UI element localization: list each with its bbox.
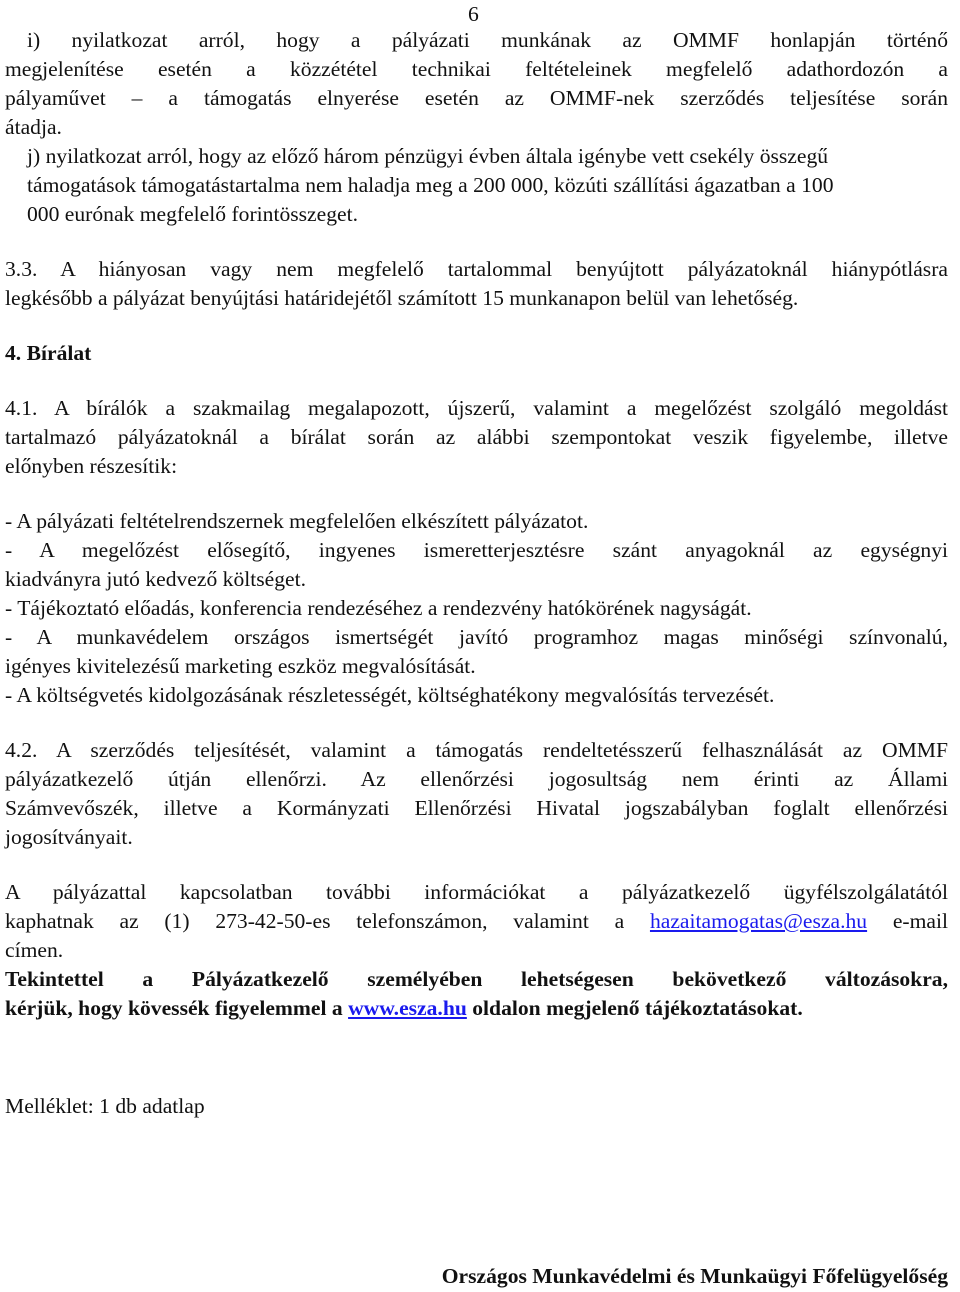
contact-line-3: címen. bbox=[5, 938, 64, 962]
website-link[interactable]: www.esza.hu bbox=[348, 996, 467, 1020]
criteria-item-2-line-1: - A megelőzést elősegítő, ingyenes ismeretterjesztésre szánt anyagoknál az egységnyi bbox=[5, 538, 948, 562]
page-body bbox=[5, 26, 948, 1121]
section-4-1-line-1: 4.1. A bírálók a szakmailag megalapozott, újszerű, valamint a megelőzést szolgáló megoldást bbox=[5, 396, 948, 420]
item-i-line-3: pályaművet – a támogatás elnyerése esetén az OMMF-nek szerződés teljesítése során bbox=[5, 86, 948, 110]
criteria-item-1: - A pályázati feltételrendszernek megfelelően elkészített pályázatot. bbox=[5, 509, 589, 533]
section-3-3-line-1: 3.3. A hiányosan vagy nem megfelelő tartalommal benyújtott pályázatoknál hiánypótlásra bbox=[5, 257, 948, 281]
notice-line-1: Tekintettel a Pályázatkezelő személyében lehetségesen bekövetkező változásokra, bbox=[5, 967, 948, 991]
notice-paragraph bbox=[5, 965, 948, 1023]
contact-line-2-end: e-mail bbox=[867, 909, 949, 933]
section-4-1-line-2: tartalmazó pályázatoknál a bírálat során az alábbi szempontokat veszik figyelembe, illetve bbox=[5, 425, 948, 449]
section-4-2-line-4: jogosítványait. bbox=[5, 825, 133, 849]
section-4-1-line-3: előnyben részesítik: bbox=[5, 454, 178, 478]
contact-line-2 bbox=[5, 907, 948, 936]
criteria-list bbox=[5, 507, 948, 710]
item-j-line-2: támogatások támogatástartalma nem haladja meg a 200 000, közúti szállítási ágazatban a 100 bbox=[27, 173, 834, 197]
criteria-item-5: - A költségvetés kidolgozásának részletességét, költséghatékony megvalósítás tervezését. bbox=[5, 683, 775, 707]
criteria-item-4-line-2: igényes kivitelezésű marketing eszköz megvalósítását. bbox=[5, 654, 476, 678]
criteria-item-3: - Tájékoztató előadás, konferencia rendezéséhez a rendezvény hatókörének nagyságát. bbox=[5, 596, 752, 620]
section-4-2-line-1: 4.2. A szerződés teljesítését, valamint a támogatás rendeltetésszerű felhasználását az OMMF bbox=[5, 738, 948, 762]
item-i bbox=[5, 26, 948, 142]
footer-organization: Országos Munkavédelmi és Munkaügyi Főfelügyelőség bbox=[441, 1264, 948, 1288]
section-3-3 bbox=[5, 255, 948, 313]
contact-line-1: A pályázattal kapcsolatban további információkat a pályázatkezelő ügyfélszolgálatától bbox=[5, 880, 948, 904]
notice-line-2-end: oldalon megjelenő tájékoztatásokat. bbox=[466, 996, 803, 1020]
section-4-heading: 4. Bírálat bbox=[5, 341, 92, 365]
notice-line-2 bbox=[5, 994, 948, 1023]
item-i-line-1: i) nyilatkozat arról, hogy a pályázati munkának az OMMF honlapján történő bbox=[27, 28, 948, 52]
section-3-3-line-2: legkésőbb a pályázat benyújtási határidejétől számított 15 munkanapon belül van lehetőség. bbox=[5, 286, 799, 310]
page-number: 6 bbox=[468, 2, 479, 26]
item-j-line-1: j) nyilatkozat arról, hogy az előző három pénzügyi évben általa igénybe vett csekély összegű bbox=[27, 144, 829, 168]
contact-paragraph bbox=[5, 878, 948, 965]
section-4-2 bbox=[5, 736, 948, 852]
criteria-item-4-line-1: - A munkavédelem országos ismertségét javító programhoz magas minőségi színvonalú, bbox=[5, 625, 948, 649]
email-link[interactable]: hazaitamogatas@esza.hu bbox=[649, 909, 868, 933]
section-4-2-line-2: pályázatkezelő útján ellenőrzi. Az ellenőrzési jogosultság nem érinti az Állami bbox=[5, 767, 948, 791]
contact-line-2-start: kaphatnak az (1) 273-42-50-es telefonszámon, valamint a bbox=[5, 909, 650, 933]
attachment-note: Melléklet: 1 db adatlap bbox=[5, 1094, 205, 1118]
item-i-line-4: átadja. bbox=[5, 115, 62, 139]
item-j-line-3: 000 eurónak megfelelő forintösszeget. bbox=[27, 202, 358, 226]
section-4-1 bbox=[5, 394, 948, 481]
criteria-item-2-line-2: kiadványra jutó kedvező költséget. bbox=[5, 567, 307, 591]
notice-line-2-start: kérjük, hogy kövessék figyelemmel a bbox=[5, 996, 349, 1020]
item-j bbox=[5, 142, 948, 229]
section-4-2-line-3: Számvevőszék, illetve a Kormányzati Ellenőrzési Hivatal jogszabályban foglalt ellenőrzési bbox=[5, 796, 948, 820]
item-i-line-2: megjelenítése esetén a közzététel technikai feltételeinek megfelelő adathordozón a bbox=[5, 57, 948, 81]
